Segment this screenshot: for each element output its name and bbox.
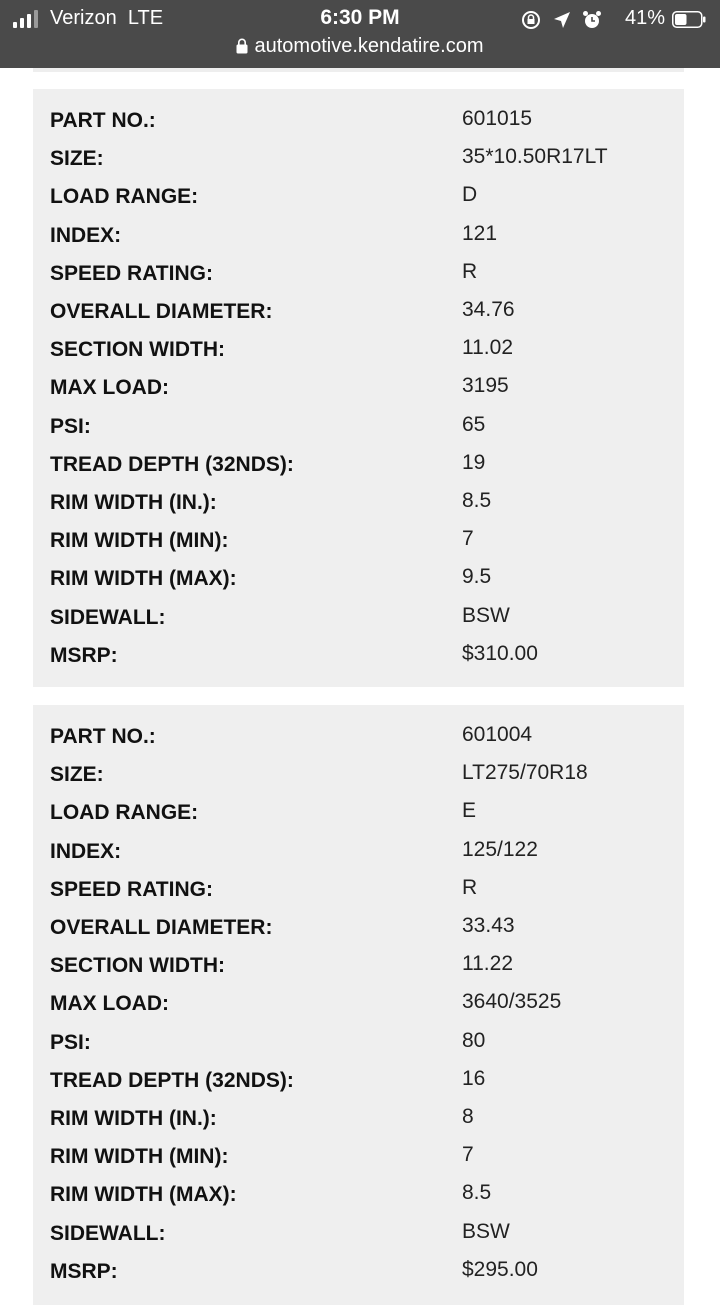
spec-value: $310.00	[462, 641, 538, 665]
spec-label: SIZE:	[50, 763, 104, 787]
spec-label: SPEED RATING:	[50, 877, 213, 901]
battery-icon	[672, 11, 706, 28]
spec-row	[33, 725, 684, 763]
spec-label: RIM WIDTH (IN.):	[50, 491, 217, 514]
spec-value: 125/122	[462, 837, 538, 861]
spec-value: $295.00	[462, 1257, 538, 1281]
spec-label: SIDEWALL:	[50, 1221, 166, 1245]
spec-value: R	[462, 875, 478, 899]
spec-row	[33, 1107, 684, 1145]
spec-row	[33, 837, 684, 878]
spec-label: RIM WIDTH (MIN):	[50, 1145, 229, 1169]
spec-row	[33, 1183, 684, 1221]
spec-row	[33, 376, 684, 414]
spec-value: 35*10.50R17LT	[462, 145, 608, 169]
spec-label: INDEX:	[50, 839, 122, 863]
network-type: LTE	[127, 7, 164, 29]
spec-value: 8	[462, 1105, 474, 1128]
spec-label: PART NO.:	[50, 725, 156, 748]
spec-row	[33, 185, 684, 223]
spec-value: 121	[462, 221, 498, 245]
spec-label: RIM WIDTH (IN.):	[50, 1107, 217, 1130]
status-icons	[515, 10, 602, 30]
spec-row	[33, 567, 684, 605]
spec-label: PSI:	[50, 414, 91, 438]
spec-row	[33, 992, 684, 1030]
spec-row	[33, 916, 684, 954]
spec-label: RIM WIDTH (MIN):	[50, 529, 229, 553]
spec-value: BSW	[462, 603, 510, 627]
spec-value: 19	[462, 450, 486, 474]
spec-label: MSRP:	[50, 643, 118, 667]
spec-value: 7	[462, 1143, 474, 1167]
page-content	[0, 68, 720, 1283]
spec-row	[33, 1145, 684, 1183]
spec-label: RIM WIDTH (MAX):	[50, 1183, 237, 1207]
spec-row	[33, 221, 684, 262]
address-bar[interactable]	[0, 35, 720, 58]
spec-label: MAX LOAD:	[50, 376, 169, 400]
spec-label: SIZE:	[50, 147, 104, 171]
spec-value: 65	[462, 412, 486, 436]
spec-value: 16	[462, 1066, 486, 1090]
spec-row	[33, 954, 684, 992]
spec-label: RIM WIDTH (MAX):	[50, 567, 237, 591]
spec-row	[33, 300, 684, 338]
spec-value: 33.43	[462, 914, 515, 937]
spec-label: SPEED RATING:	[50, 261, 213, 285]
spec-value: 8.5	[462, 1181, 492, 1205]
spec-value: 7	[462, 527, 474, 551]
spec-value: 8.5	[462, 489, 492, 512]
spec-row	[33, 338, 684, 376]
spec-value: 3640/3525	[462, 990, 562, 1014]
spec-label: LOAD RANGE:	[50, 185, 199, 209]
spec-row	[33, 1219, 684, 1260]
spec-value: 34.76	[462, 298, 515, 321]
spec-row	[33, 109, 684, 147]
spec-value: 11.02	[462, 336, 513, 360]
spec-value: D	[462, 183, 478, 207]
spec-row	[33, 259, 684, 300]
spec-label: SECTION WIDTH:	[50, 338, 225, 362]
spec-label: OVERALL DIAMETER:	[50, 916, 273, 939]
spec-row	[33, 450, 684, 491]
spec-label: INDEX:	[50, 223, 122, 247]
spec-label: SIDEWALL:	[50, 605, 166, 629]
location-icon	[552, 10, 572, 30]
spec-value: 9.5	[462, 565, 492, 589]
lock-icon	[236, 38, 248, 54]
spec-label: MSRP:	[50, 1259, 118, 1283]
battery-percent: 41%	[624, 7, 665, 29]
spec-row	[33, 875, 684, 916]
spec-label: PSI:	[50, 1030, 91, 1054]
spec-row	[33, 801, 684, 839]
spec-row	[33, 412, 684, 453]
spec-row	[33, 491, 684, 529]
spec-value: 601015	[462, 107, 533, 130]
spec-value: 601004	[462, 723, 533, 746]
spec-row	[33, 1066, 684, 1107]
spec-value: R	[462, 259, 478, 283]
spec-label: PART NO.:	[50, 109, 156, 132]
spec-label: MAX LOAD:	[50, 992, 169, 1016]
orientation-lock-icon	[521, 10, 541, 30]
tire-spec-card	[33, 705, 684, 1305]
spec-label: OVERALL DIAMETER:	[50, 300, 273, 323]
alarm-icon	[582, 10, 602, 30]
spec-value: 80	[462, 1028, 486, 1052]
status-bar	[0, 0, 720, 68]
spec-row	[33, 1257, 684, 1298]
spec-row	[33, 529, 684, 567]
spec-value: E	[462, 799, 477, 823]
tire-spec-card	[33, 89, 684, 687]
spec-row	[33, 641, 684, 682]
spec-label: TREAD DEPTH (32NDS):	[50, 1068, 294, 1092]
spec-value: 3195	[462, 374, 509, 398]
spec-row	[33, 1028, 684, 1069]
spec-row	[33, 763, 684, 801]
spec-label: TREAD DEPTH (32NDS):	[50, 452, 294, 476]
carrier-name: Verizon	[50, 7, 117, 29]
spec-label: SECTION WIDTH:	[50, 954, 225, 978]
previous-card-edge	[33, 68, 684, 72]
spec-value: BSW	[462, 1219, 510, 1243]
spec-value: LT275/70R18	[462, 761, 588, 785]
spec-row	[33, 147, 684, 185]
url-text: automotive.kendatire.com	[254, 35, 484, 57]
status-time: 6:30 PM	[320, 6, 400, 29]
spec-value: 11.22	[462, 952, 513, 976]
spec-row	[33, 603, 684, 644]
spec-label: LOAD RANGE:	[50, 801, 199, 825]
